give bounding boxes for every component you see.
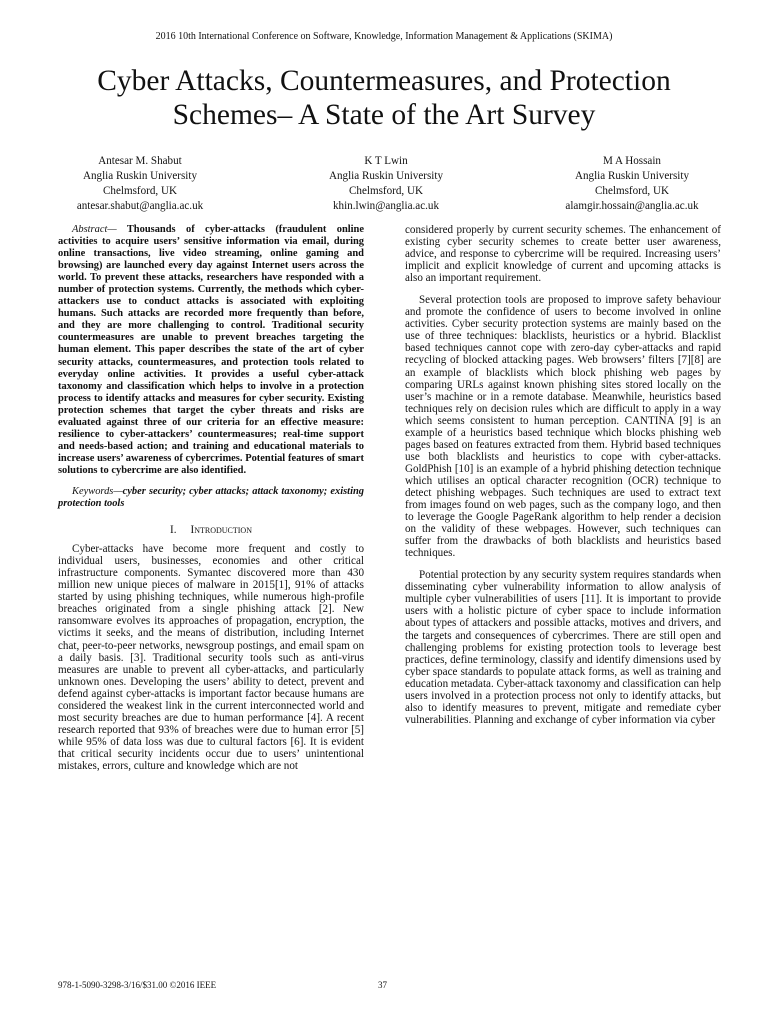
left-column (58, 224, 364, 772)
title-line-2: Schemes– A State of the Art Survey (172, 99, 596, 131)
page-number: 37 (378, 980, 387, 990)
body-paragraph: Several protection tools are proposed to improve safety behaviour and promote the confidence of users to become involved in online activities. Cyber security protection systems are mainly based on the use of three techniques: blacklists, heuristics or a hybrid. Blacklist based techniques cannot cope with zero-day cyber-attacks and rapid recycling of blocked attacking pages. Web browsers’ filters [7][8] are an example of blacklists which block phishing web pages by comparing URLs against known phishing sites stored locally on the user’s machine or in a remote database. Meanwhile, heuristics based techniques rely on decision rules which are difficult to apply in a way which seems consistent to human perception. CANTINA [9] is an example of a heuristics based technique which blocks phishing web pages based on features extracted from them. Hybrid based techniques use both blacklists and heuristics to cope with cyber-attacks. GoldPhish [10] is an example of a hybrid phishing detection technique which utilises an optical character recognition (OCR) technique to detect phishing webpages. Such techniques are used to extract text from images found on web pages, such as the company logo, and then to leverage the Google PageRank algorithm to help render a decision on the validity of these webpages. However, such techniques can suffer from the drawbacks of both blacklists and heuristics based techniques. (405, 294, 721, 560)
author-list (40, 154, 732, 214)
section-title: Introduction (190, 524, 252, 537)
author-affiliation: Anglia Ruskin University (82, 170, 197, 182)
section-heading (58, 524, 364, 536)
author-block (532, 154, 732, 214)
author-location: Chelmsford, UK (103, 185, 177, 197)
keywords-text: cyber security; cyber attacks; attack taxonomy; existing protection tools (58, 485, 364, 510)
conference-header: 2016 10th International Conference on Software, Knowledge, Information Management & Applications (SKIMA) (155, 31, 613, 42)
paper-title (0, 64, 768, 132)
author-name: Antesar M. Shabut (98, 155, 182, 167)
body-paragraph: considered properly by current security schemes. The enhancement of existing cyber security schemes to create better user awareness, advice, and response to cybercrime will be required. Increasing users’ implicit and explicit knowledge of current and upcoming attacks is also an important requirement. (405, 224, 721, 285)
keywords-label: Keywords— (72, 485, 123, 497)
title-line-1: Cyber Attacks, Countermeasures, and Protection (97, 65, 671, 97)
author-name: M A Hossain (603, 155, 661, 167)
body-paragraph: Cyber-attacks have become more frequent and costly to individual users, businesses, economies and other critical infrastructure components. Symantec discovered more than 430 million new unique pieces of malware in 2015[1], 91% of attacks started by using phishing techniques, while numerous high-profile breaches originated from a single phishing attack [2]. New ransomware evolves its approaches of propagation, encryption, the victims it seeks, and the means of distribution, including Internet chat, peer-to-peer networks, newsgroup postings, and email spam on a daily basis. [3]. Traditional security tools such as anti-virus measures are unable to prevent all cyber-attacks, and particularly unknown ones. Developing the users’ ability to detect, prevent and defend against cyber-attacks is important factor because humans are considered the weakest link in the current interconnected world and most security breaches are due to human performance [4]. A recent research reported that 93% of breaches were due to human error [5] while 95% of data loss was due to cultural factors [6]. It is evident that critical security incidents occur due to users’ unintentional mistakes, errors, culture and knowledge which are not (58, 543, 364, 772)
right-column (405, 224, 721, 726)
section-number: I. (170, 524, 177, 537)
abstract-label: Abstract— (72, 224, 117, 235)
footer-isbn: 978-1-5090-3298-3/16/$31.00 ©2016 IEEE (58, 980, 217, 990)
author-location: Chelmsford, UK (595, 185, 669, 197)
author-block (40, 154, 240, 214)
keywords (58, 486, 364, 510)
author-email: antesar.shabut@anglia.ac.uk (76, 200, 204, 212)
author-name: K T Lwin (364, 155, 408, 167)
author-email: alamgir.hossain@anglia.ac.uk (565, 200, 699, 212)
body-paragraph: Potential protection by any security system requires standards when disseminating cyber vulnerability information to allow analysis of multiple cyber vulnerabilities of users [11]. It is important to provide users with a holistic picture of cyber space to include information about types of attackers and possible attacks, motives and drivers, and the targets and consequences of cybercrimes. There are still open and challenging problems for existing protection tools to leverage best practices, define terminology, classify and identify dimensions used by cyber space standards to populate attack forms, as well as training and education metadata. Cyber-attack taxonomy and classification can help users involved in a protection process not only to identify attacks, but also to identify measures to prevent, mitigate and remediate cyber vulnerabilities. Planning and exchange of cyber information via cyber (405, 569, 721, 726)
author-affiliation: Anglia Ruskin University (574, 170, 689, 182)
author-affiliation: Anglia Ruskin University (328, 170, 443, 182)
abstract-text: Thousands of cyber-attacks (fraudulent online activities to acquire users’ sensitive information via email, during online transactions, live video streaming, online gaming and browsing) are launched every day against Internet users across the world. To prevent these attacks, researchers have responded with a number of protection systems. Currently, the methods which cyber-attackers use to conduct attacks is associated with exploiting humans. Such attacks are recorded more frequently than before, and they are more challenging to control. Traditional security countermeasures are unable to prevent breaches targeting the human element. This paper describes the state of the art of cyber security attacks, countermeasures, and protection tools related to everyday online activities. It provides a useful cyber-attack taxonomy and classification which helps to involve in a protection process to identify attacks and measures for cyber security. Existing protection schemes that target the cyber threats and risks are evaluated against three of our criteria for an effective measure: resilience to cyber-attackers’ countermeasures; real-time support and needs-based action; and training and educational materials to increase users’ awareness of cybercrimes. Potential features of smart solutions to cybercrime are also identified. (58, 224, 364, 476)
author-email: khin.lwin@anglia.ac.uk (332, 200, 440, 212)
abstract (58, 224, 364, 477)
author-location: Chelmsford, UK (349, 185, 423, 197)
author-block (286, 154, 486, 214)
